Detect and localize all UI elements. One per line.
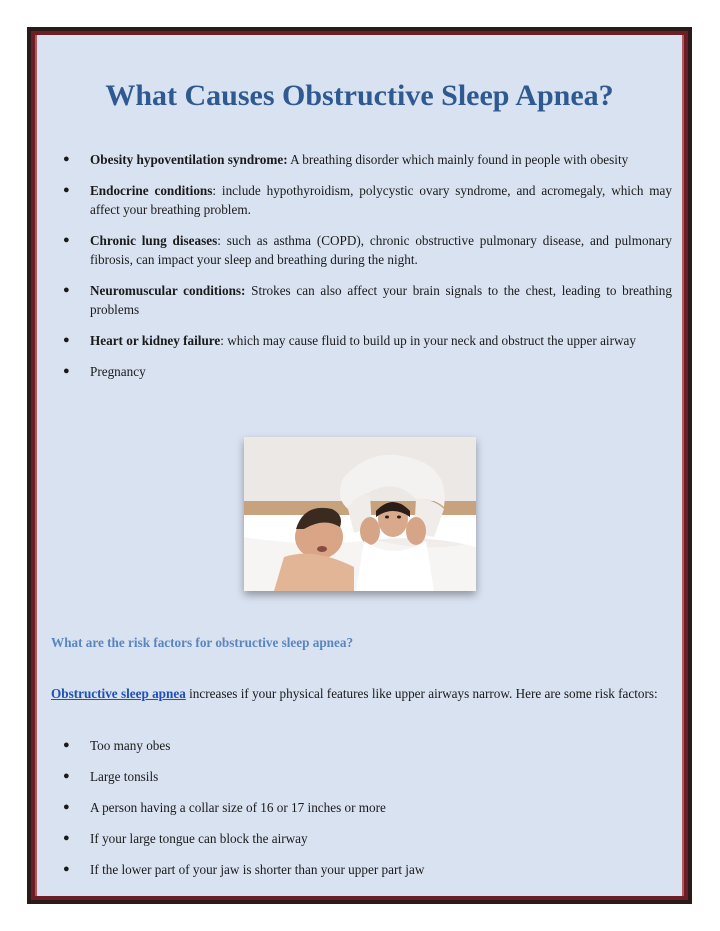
- page-border: [27, 27, 692, 904]
- cause-term: Neuromuscular conditions:: [90, 283, 246, 298]
- photo-illustration: [244, 437, 476, 591]
- list-item: [47, 829, 672, 848]
- risk-factor-text: If the lower part of your jaw is shorter than your upper part jaw: [90, 862, 425, 877]
- list-item: [47, 736, 672, 755]
- cause-text: Strokes can also affect your brain signals to the chest, leading to breathing problems: [90, 283, 672, 317]
- cause-term: Chronic lung diseases: [90, 233, 218, 248]
- list-item: [47, 767, 672, 786]
- risk-factor-text: Large tonsils: [90, 769, 159, 784]
- cause-text: : such as asthma (COPD), chronic obstructive pulmonary disease, and pulmonary fibrosis, can impact your sleep and breathing during the night.: [90, 233, 673, 267]
- cause-text: Pregnancy: [90, 364, 146, 379]
- risk-factor-text: If your large tongue can block the airway: [90, 831, 308, 846]
- bullet-icon: ●: [63, 184, 70, 196]
- cause-term: Heart or kidney failure: [90, 333, 221, 348]
- photo-couple-snoring-pillow-icon: [244, 437, 476, 591]
- cause-text: A breathing disorder which mainly found in people with obesity: [287, 152, 629, 167]
- page-panel: [35, 35, 684, 896]
- bullet-icon: ●: [63, 863, 70, 875]
- bullet-icon: ●: [63, 365, 70, 377]
- page-content: [47, 35, 672, 896]
- bullet-icon: ●: [63, 832, 70, 844]
- list-item: [47, 181, 672, 219]
- list-item: [47, 798, 672, 817]
- risk-factor-text: Too many obes: [90, 738, 171, 753]
- cause-term: Endocrine conditions: [90, 183, 213, 198]
- list-item: [47, 860, 672, 879]
- obstructive-sleep-apnea-link[interactable]: Obstructive sleep apnea: [51, 686, 186, 701]
- risk-intro-text: increases if your physical features like upper airways narrow. Here are some risk factors:: [185, 686, 658, 701]
- cause-text: : include hypothyroidism, polycystic ovary syndrome, and acromegaly, which may affect your breathing problem.: [90, 183, 672, 217]
- bullet-icon: ●: [63, 770, 70, 782]
- list-item: [47, 231, 672, 269]
- bullet-icon: ●: [63, 234, 70, 246]
- risk-factor-text: A person having a collar size of 16 or 17 inches or more: [90, 800, 386, 815]
- bullet-icon: ●: [63, 739, 70, 751]
- causes-list: [47, 150, 672, 393]
- cause-text: : which may cause fluid to build up in your neck and obstruct the upper airway: [220, 333, 636, 348]
- cause-term: Obesity hypoventilation syndrome:: [90, 152, 288, 167]
- bullet-icon: ●: [63, 153, 70, 165]
- bullet-icon: ●: [63, 334, 70, 346]
- page-title: What Causes Obstructive Sleep Apnea?: [105, 79, 614, 112]
- list-item: [47, 150, 672, 169]
- risk-intro-paragraph: [51, 684, 668, 703]
- risk-factors-heading: What are the risk factors for obstructive sleep apnea?: [51, 635, 354, 650]
- bullet-icon: ●: [63, 801, 70, 813]
- risk-factors-list: [47, 736, 672, 891]
- list-item: [47, 331, 672, 350]
- bullet-icon: ●: [63, 284, 70, 296]
- list-item: [47, 362, 672, 381]
- list-item: [47, 281, 672, 319]
